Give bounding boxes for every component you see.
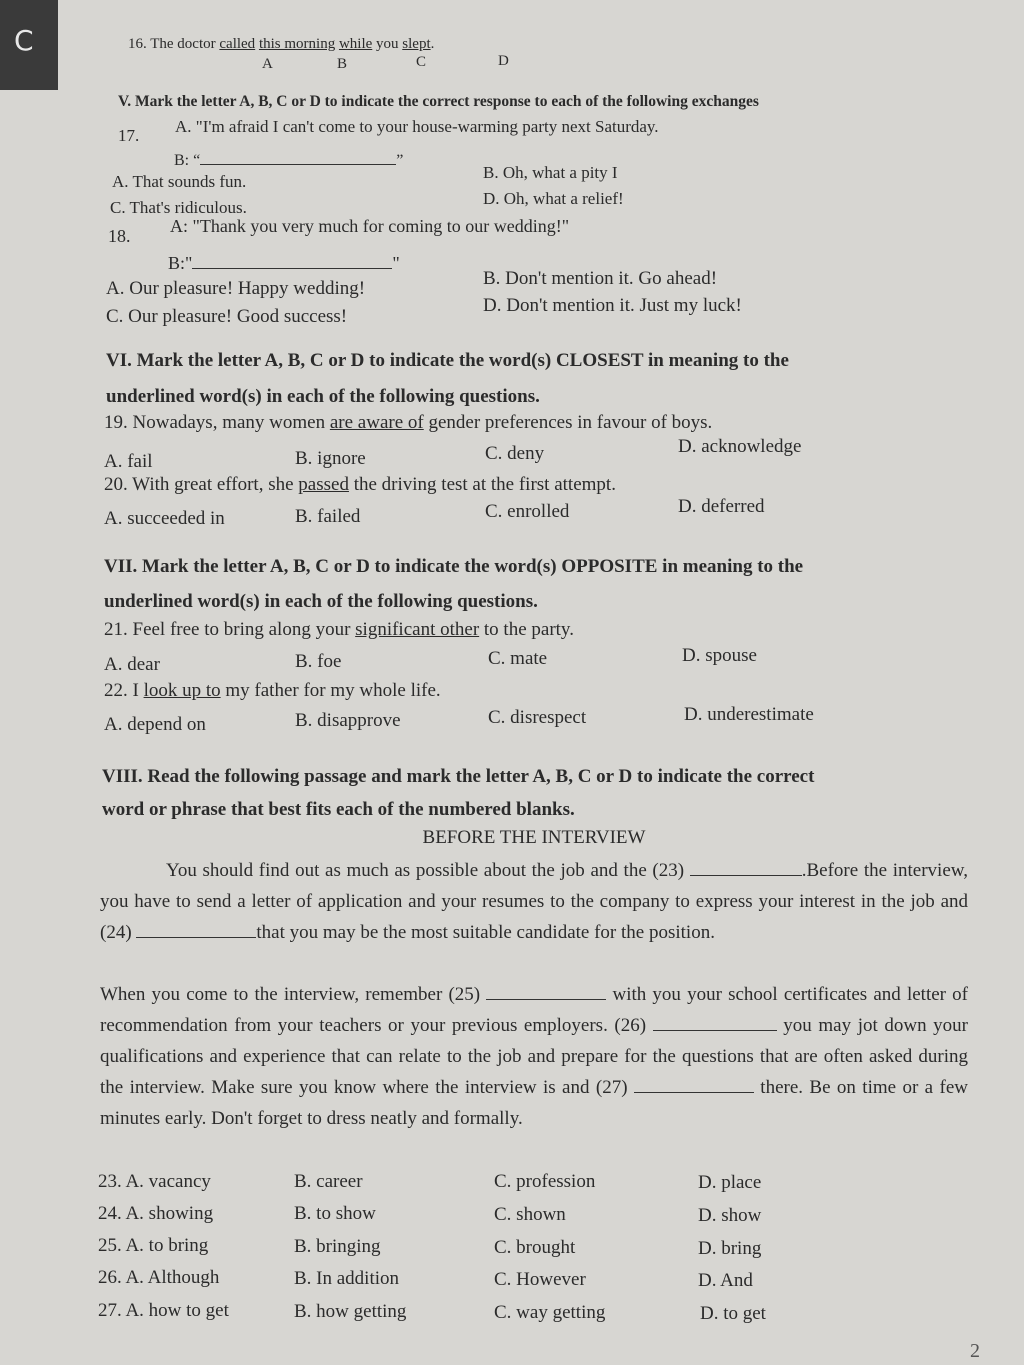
q18-prompt: A: "Thank you very much for coming to our wedding!" [170,216,570,236]
section-7-title: VII. Mark the letter A, B, C or D to indicate the word(s) OPPOSITE in meaning to the [104,556,804,577]
q20-option-a: A. succeeded in [104,508,225,529]
q21-option-a: A. dear [104,654,160,675]
q20-underlined: passed [298,474,349,495]
q17-prompt: A. "I'm afraid I can't come to your house-warming party next Saturday. [175,117,659,136]
q19-underlined: are aware of [329,412,424,433]
blank-26 [653,1012,777,1031]
q17-response-line: B: “ ” [174,146,403,170]
question-19: 19. Nowadays, many women are aware of gender preferences in favour of boys. [104,412,713,433]
blank-27 [634,1074,754,1093]
q22-option-b: B. disapprove [295,710,401,731]
section-6-title: VI. Mark the letter A, B, C or D to indicate the word(s) CLOSEST in meaning to the [106,350,789,371]
q26-option-c: C. However [494,1269,586,1290]
q27-option-b: B. how getting [294,1301,407,1322]
passage-heading: BEFORE THE INTERVIEW [422,827,646,848]
q19-option-b: B. ignore [295,448,366,469]
q17-option-d: D. Oh, what a relief! [483,189,624,208]
question-21: 21. Feel free to bring along your significant other to the party. [104,619,574,640]
q24-option-d: D. show [698,1205,762,1226]
q16-label-d: D [498,53,509,69]
q22-option-c: C. disrespect [488,707,587,728]
q21-option-c: C. mate [488,648,548,669]
q21-option-b: B. foe [295,651,342,672]
q19-option-c: C. deny [485,443,545,464]
passage-paragraph-1: You should find out as much as possible about the job and the (23) .Before the interview, you have to send a letter of application and your resumes to the company to express your interest in the job and (24) that you may be the most suitable candidate for the position. [100,855,968,948]
q26-option-a: 26. A. Although [98,1267,220,1288]
q19-option-d: D. acknowledge [678,436,802,457]
question-22: 22. I look up to my father for my whole life. [104,680,441,701]
q17-option-a: A. That sounds fun. [112,172,247,191]
q24-option-c: C. shown [494,1204,566,1225]
blank-23 [690,857,802,876]
q17-option-c: C. That's ridiculous. [110,198,247,217]
passage-paragraph-2: When you come to the interview, remember (25) with you your school certificates and letter of recommendation from your teachers or your previous employers. (26) you may jot down your qualifications and experience that can relate to the job and prepare for the questions that are often asked during the interview. Make sure you know where the interview is and (27) there. Be on time or a few minutes early. Don't forget to dress neatly and formally. [100,979,968,1134]
section-8-title: VIII. Read the following passage and mark the letter A, B, C or D to indicate the correct [102,766,815,787]
q16-label-c: C [416,54,427,70]
section-5-title: V. Mark the letter A, B, C or D to indicate the correct response to each of the following exchanges [118,93,759,110]
q26-option-d: D. And [698,1270,753,1291]
section-7-subtitle: underlined word(s) in each of the following questions. [104,591,538,612]
q17-blank [200,146,396,165]
q20-option-c: C. enrolled [485,501,570,522]
q25-option-b: B. bringing [294,1236,381,1257]
q18-option-c: C. Our pleasure! Good success! [106,306,348,327]
q22-option-a: A. depend on [104,714,206,735]
q16-part-c: while [338,36,373,52]
section-8-subtitle: word or phrase that best fits each of the numbered blanks. [102,799,575,820]
q19-option-a: A. fail [104,451,153,472]
q25-option-c: C. brought [494,1237,576,1258]
q23-option-c: C. profession [494,1171,596,1192]
q18-number: 18. [108,226,131,246]
q16-part-b: this morning [258,36,336,52]
q23-option-d: D. place [698,1172,762,1193]
q24-option-b: B. to show [294,1203,376,1224]
q22-option-d: D. underestimate [684,704,814,725]
q18-response-line: B:" " [168,250,400,274]
q18-option-b: B. Don't mention it. Go ahead! [483,268,718,289]
q24-option-a: 24. A. showing [98,1203,214,1224]
blank-24 [136,919,256,938]
q16-label-b: B [337,56,348,72]
blank-25 [486,981,606,1000]
q26-option-b: B. In addition [294,1268,400,1289]
question-16: 16. The doctor called this morning while you slept. [128,36,435,52]
section-6-subtitle: underlined word(s) in each of the following questions. [106,386,540,407]
q22-underlined: look up to [143,680,221,701]
q18-blank [192,250,392,269]
q27-option-a: 27. A. how to get [98,1300,229,1321]
q20-option-d: D. deferred [678,496,765,517]
q17-option-b: B. Oh, what a pity I [483,163,618,182]
q16-part-d: slept [402,36,431,52]
q25-option-a: 25. A. to bring [98,1235,209,1256]
q23-option-a: 23. A. vacancy [98,1171,211,1192]
page-number: 2 [970,1340,980,1362]
q27-option-c: C. way getting [494,1302,606,1323]
corner-mark: C [14,24,34,57]
q21-option-d: D. spouse [682,645,757,666]
q16-part-a: called [219,36,256,52]
q18-option-a: A. Our pleasure! Happy wedding! [106,278,366,299]
q16-label-a: A [262,56,273,72]
q18-option-d: D. Don't mention it. Just my luck! [483,295,742,316]
q17-number: 17. [118,126,140,145]
q25-option-d: D. bring [698,1238,762,1259]
question-20: 20. With great effort, she passed the driving test at the first attempt. [104,474,616,495]
q23-option-b: B. career [294,1171,363,1192]
q27-option-d: D. to get [700,1303,766,1324]
q21-underlined: significant other [355,619,480,640]
q20-option-b: B. failed [295,506,361,527]
